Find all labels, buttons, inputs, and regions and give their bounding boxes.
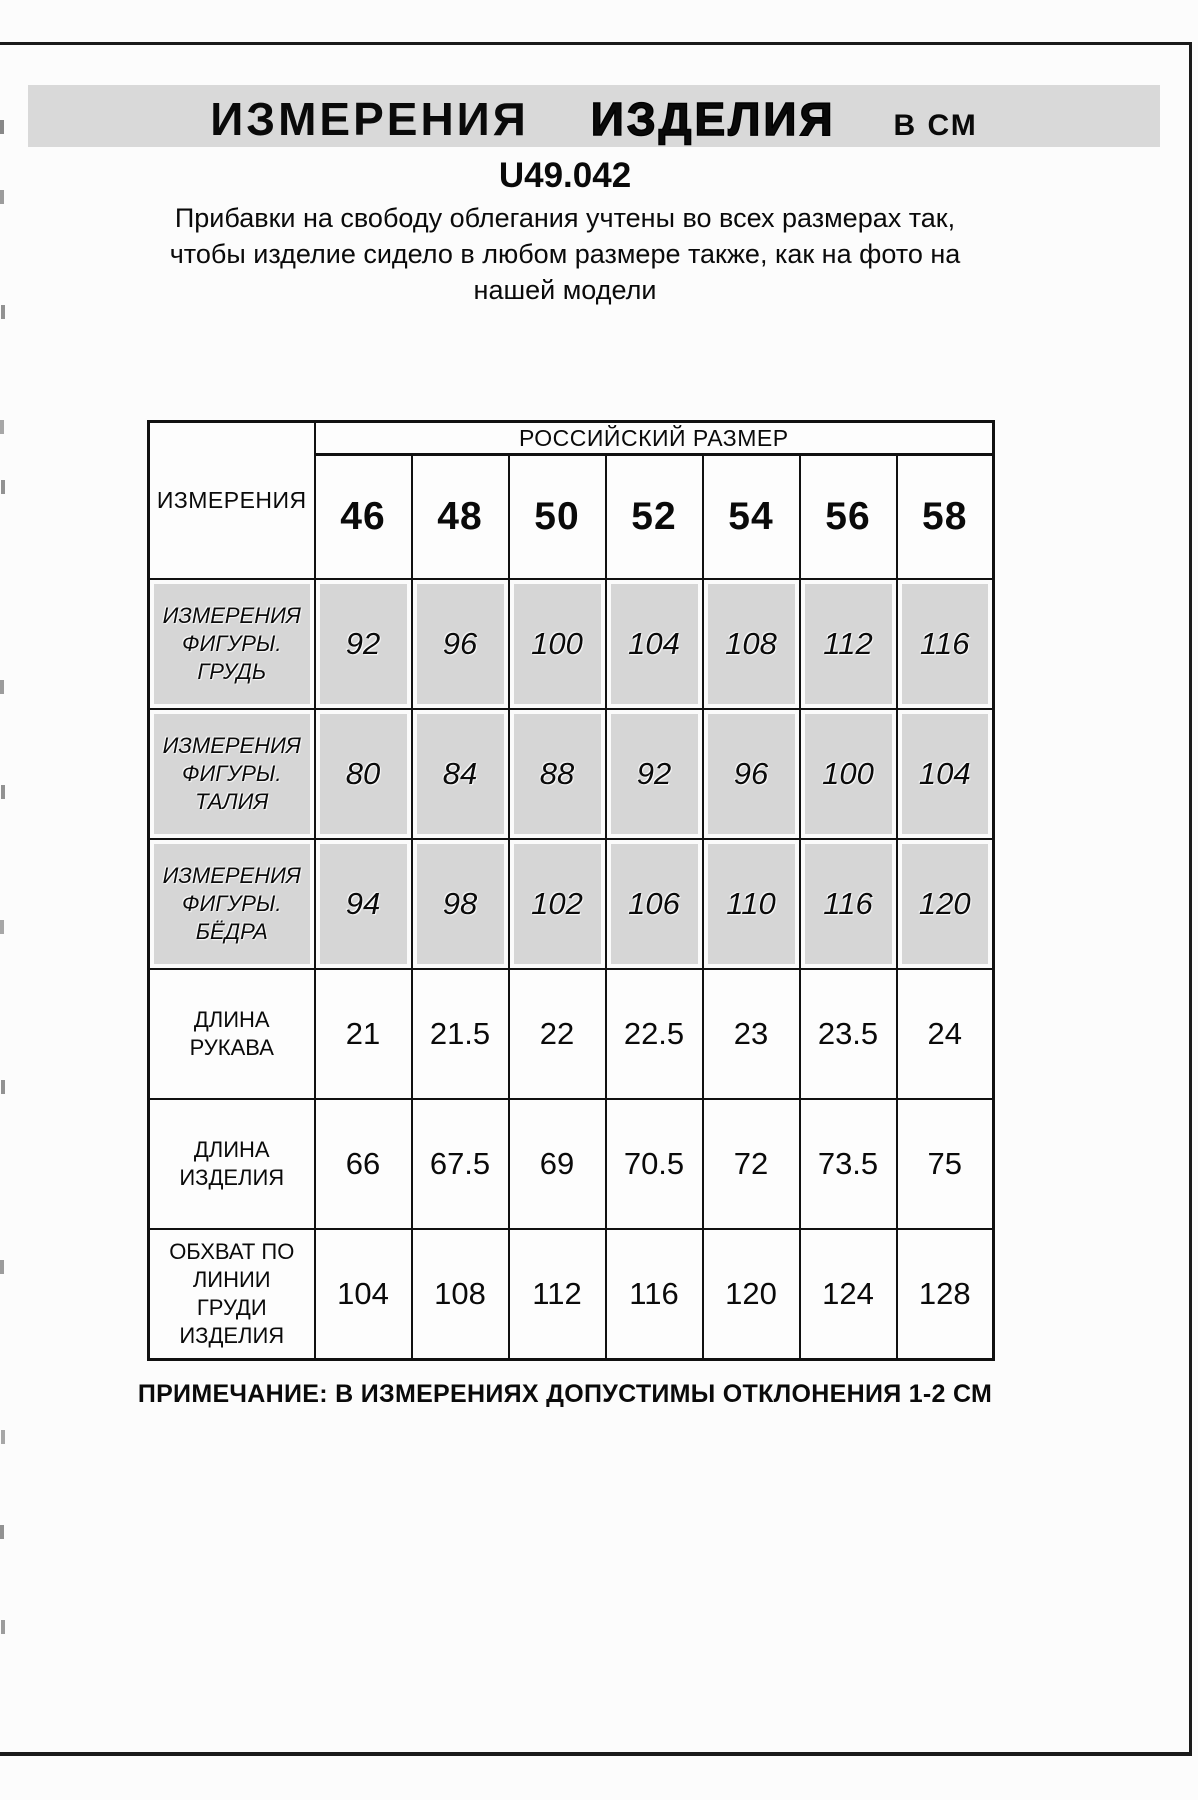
table-cell: 104 [315,1229,412,1360]
title-word-product: ИЗДЕЛИЯ [590,93,836,145]
tolerance-note: ПРИМЕЧАНИЕ: В ИЗМЕРЕНИЯХ ДОПУСТИМЫ ОТКЛОНЕНИЯ 1-2 СМ [137,1380,993,1408]
table-row-sleeve-length [149,969,994,1099]
table-cell: 112 [800,579,897,709]
table-cell: 124 [800,1229,897,1360]
table-row-figure-chest [149,579,994,709]
fit-description [0,200,1130,308]
table-cell: 22.5 [606,969,703,1099]
table-cell: 106 [606,839,703,969]
title-unit: В СМ [893,109,978,142]
table-cell: 88 [509,709,606,839]
table-cell: 108 [703,579,800,709]
corner-header-cell: ИЗМЕРЕНИЯ [149,422,315,580]
table-row-item-length [149,1099,994,1229]
row-label: ДЛИНА ИЗДЕЛИЯ [149,1099,315,1229]
table-cell: 72 [703,1099,800,1229]
table-cell: 92 [315,579,412,709]
fit-description-line: нашей модели [473,275,657,305]
size-header-cell: 52 [606,455,703,580]
group-header-row [149,422,994,455]
table-cell: 100 [509,579,606,709]
table-cell: 21.5 [412,969,509,1099]
table-cell: 116 [606,1229,703,1360]
table-row-figure-waist [149,709,994,839]
table-cell: 75 [897,1099,994,1229]
table-cell: 80 [315,709,412,839]
table-cell: 23 [703,969,800,1099]
title-banner [28,85,1160,147]
table-cell: 108 [412,1229,509,1360]
table-cell: 120 [897,839,994,969]
table-cell: 104 [606,579,703,709]
table-cell: 104 [897,709,994,839]
page-border-right [1189,42,1192,1755]
size-header-cell: 48 [412,455,509,580]
article-number: U49.042 [498,156,632,195]
scan-edge-artifacts [0,120,4,134]
table-cell: 69 [509,1099,606,1229]
table-cell: 116 [800,839,897,969]
table-cell: 92 [606,709,703,839]
size-header-cell: 50 [509,455,606,580]
table-cell: 98 [412,839,509,969]
page-border-top [0,42,1192,45]
size-header-cell: 54 [703,455,800,580]
table-cell: 102 [509,839,606,969]
table-cell: 24 [897,969,994,1099]
table-cell: 66 [315,1099,412,1229]
size-header-cell: 58 [897,455,994,580]
table-cell: 21 [315,969,412,1099]
row-label: ОБХВАТ ПО ЛИНИИ ГРУДИ ИЗДЕЛИЯ [149,1229,315,1360]
table-cell: 100 [800,709,897,839]
table-cell: 96 [703,709,800,839]
size-header-cell: 56 [800,455,897,580]
title-word-measurements: ИЗМЕРЕНИЯ [210,93,529,145]
table-cell: 22 [509,969,606,1099]
table-cell: 120 [703,1229,800,1360]
row-label: ИЗМЕРЕНИЯ ФИГУРЫ. БЁДРА [149,839,315,969]
page-border-bottom [0,1752,1192,1756]
table-row-chest-girth-item [149,1229,994,1360]
table-row-figure-hips [149,839,994,969]
row-label: ИЗМЕРЕНИЯ ФИГУРЫ. ТАЛИЯ [149,709,315,839]
table-cell: 94 [315,839,412,969]
table-cell: 96 [412,579,509,709]
fit-description-line: чтобы изделие сидело в любом размере также, как на фото на [169,239,961,269]
table-cell: 112 [509,1229,606,1360]
row-label: ДЛИНА РУКАВА [149,969,315,1099]
row-label: ИЗМЕРЕНИЯ ФИГУРЫ. ГРУДЬ [149,579,315,709]
table-cell: 84 [412,709,509,839]
table-cell: 73.5 [800,1099,897,1229]
table-cell: 23.5 [800,969,897,1099]
size-table [147,420,995,1361]
table-cell: 110 [703,839,800,969]
fit-description-line: Прибавки на свободу облегания учтены во всех размерах так, [174,203,956,233]
table-cell: 128 [897,1229,994,1360]
table-cell: 70.5 [606,1099,703,1229]
table-cell: 67.5 [412,1099,509,1229]
size-header-cell: 46 [315,455,412,580]
table-cell: 116 [897,579,994,709]
group-header-cell: РОССИЙСКИЙ РАЗМЕР [315,422,994,455]
